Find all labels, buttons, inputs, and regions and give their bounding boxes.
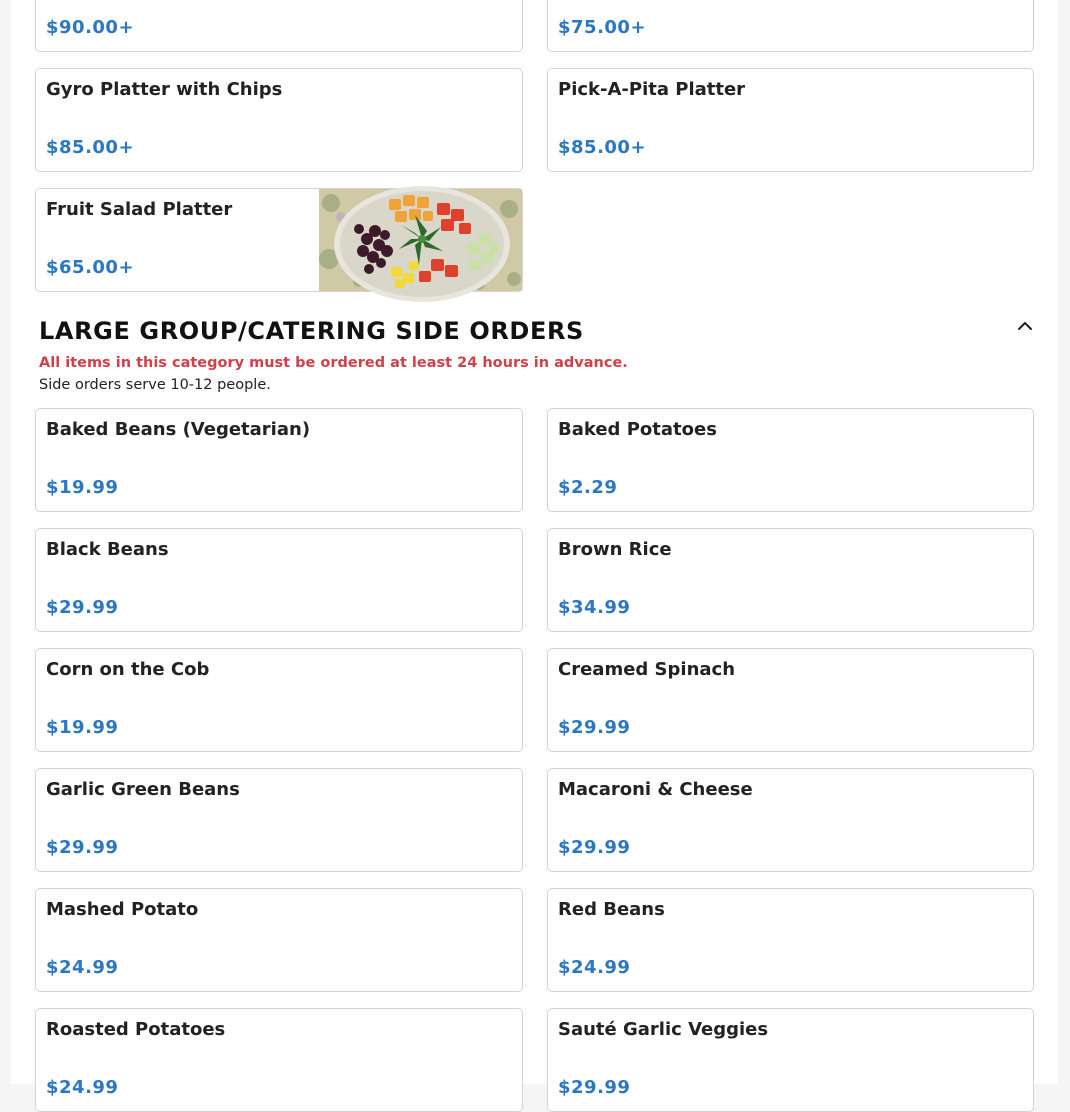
item-price: $85.00+	[558, 137, 647, 158]
menu-item-card[interactable]	[35, 68, 523, 172]
item-price: $29.99	[558, 837, 631, 858]
menu-item-card[interactable]	[547, 68, 1034, 172]
item-name: Brown Rice	[558, 539, 672, 560]
menu-item-card[interactable]	[547, 888, 1034, 992]
item-name: Gyro Platter with Chips	[46, 79, 283, 100]
menu-item-card[interactable]	[35, 188, 523, 292]
item-name: Baked Potatoes	[558, 419, 717, 440]
item-price: $2.29	[558, 477, 618, 498]
item-name: Roasted Potatoes	[46, 1019, 226, 1040]
item-price: $29.99	[558, 1077, 631, 1098]
menu-item-card[interactable]	[35, 888, 523, 992]
item-price: $29.99	[558, 717, 631, 738]
item-name: Fruit Salad Platter	[46, 199, 233, 220]
section-title: LARGE GROUP/CATERING SIDE ORDERS	[39, 317, 584, 345]
menu-item-card[interactable]	[547, 528, 1034, 632]
item-name: Sauté Garlic Veggies	[558, 1019, 769, 1040]
menu-item-card[interactable]	[547, 1008, 1034, 1112]
platters-grid	[35, 0, 1034, 292]
item-name: Macaroni & Cheese	[558, 779, 753, 800]
item-name: Red Beans	[558, 899, 665, 920]
item-price: $85.00+	[46, 137, 135, 158]
menu-item-card[interactable]	[547, 0, 1034, 52]
item-price: $24.99	[558, 957, 631, 978]
item-name: Pick-A-Pita Platter	[558, 79, 746, 100]
menu-item-card[interactable]	[547, 648, 1034, 752]
item-price: $29.99	[46, 597, 119, 618]
item-price: $29.99	[46, 837, 119, 858]
menu-item-card[interactable]	[547, 408, 1034, 512]
item-name: Creamed Spinach	[558, 659, 736, 680]
chevron-up-icon[interactable]	[1015, 316, 1035, 336]
item-price: $90.00+	[46, 17, 135, 38]
menu-item-card[interactable]	[35, 0, 523, 52]
item-price: $24.99	[46, 1077, 119, 1098]
advance-order-warning: All items in this category must be ordered at least 24 hours in advance.	[39, 355, 628, 371]
serving-note: Side orders serve 10-12 people.	[39, 377, 271, 393]
item-name: Garlic Green Beans	[46, 779, 240, 800]
item-price: $19.99	[46, 477, 119, 498]
item-name: Mashed Potato	[46, 899, 199, 920]
fruit-salad-photo	[319, 189, 522, 291]
menu-item-card[interactable]	[35, 1008, 523, 1112]
item-price: $65.00+	[46, 257, 135, 278]
side-orders-grid	[35, 408, 1034, 1112]
menu-item-card[interactable]	[35, 408, 523, 512]
menu-item-card[interactable]	[35, 528, 523, 632]
menu-item-card[interactable]	[35, 768, 523, 872]
menu-item-card[interactable]	[547, 768, 1034, 872]
item-name: Black Beans	[46, 539, 169, 560]
item-name: Corn on the Cob	[46, 659, 210, 680]
item-name: Baked Beans (Vegetarian)	[46, 419, 311, 440]
item-price: $34.99	[558, 597, 631, 618]
item-price: $19.99	[46, 717, 119, 738]
item-price: $75.00+	[558, 17, 647, 38]
item-price: $24.99	[46, 957, 119, 978]
menu-page	[11, 0, 1058, 1098]
menu-item-card[interactable]	[35, 648, 523, 752]
